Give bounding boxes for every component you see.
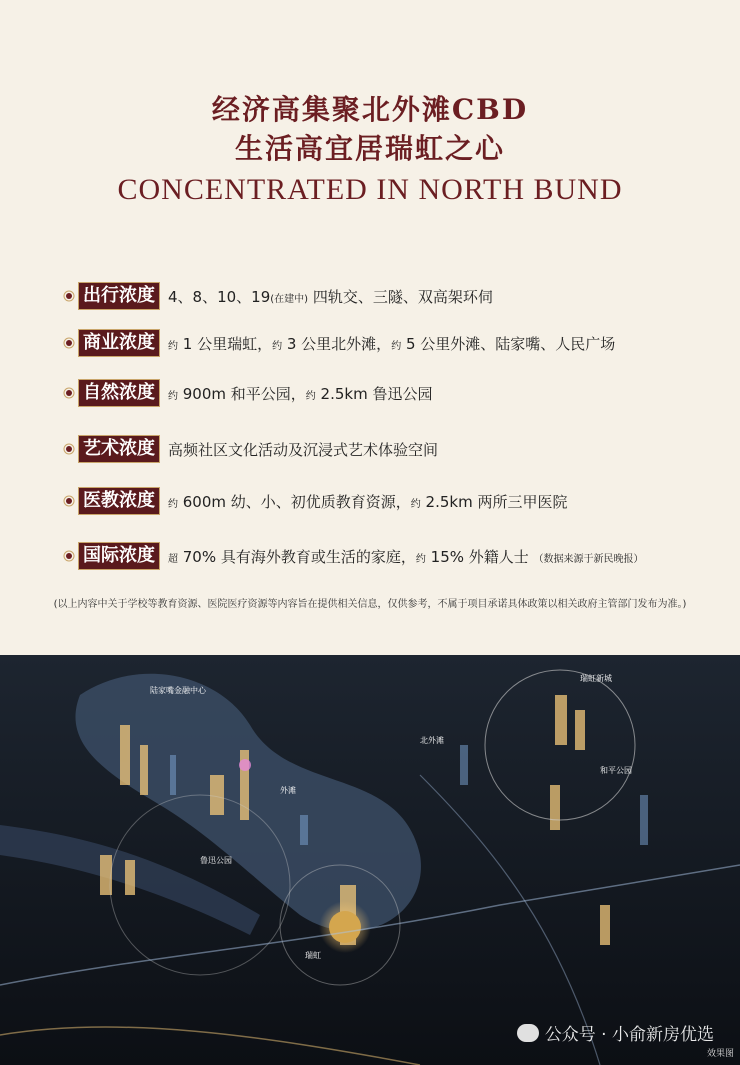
feature-text bbox=[168, 546, 644, 567]
feature-text-part: 约 bbox=[168, 498, 178, 510]
feature-text-part: 约 bbox=[415, 553, 426, 565]
feature-text-part: 约 bbox=[410, 498, 421, 510]
feature-row bbox=[66, 283, 493, 309]
feature-tag: 艺术浓度 bbox=[78, 435, 160, 463]
map-label-north-bund: 北外滩 bbox=[420, 736, 444, 745]
feature-text-part: 600m 幼、小、初优质教育资源， bbox=[178, 492, 411, 511]
city-night-illustration bbox=[0, 655, 740, 1065]
bullet-icon bbox=[66, 553, 72, 559]
feature-text-part: 2.5km 鲁迅公园 bbox=[315, 384, 433, 403]
feature-text-part: 70% 具有海外教育或生活的家庭， bbox=[178, 547, 416, 566]
feature-tag: 出行浓度 bbox=[78, 282, 160, 310]
wechat-icon bbox=[517, 1024, 539, 1042]
bullet-icon bbox=[66, 498, 72, 504]
map-label-luxun-park: 鲁迅公园 bbox=[200, 856, 232, 865]
feature-text-part: 900m 和平公园， bbox=[178, 384, 306, 403]
feature-text-part: 四轨交、三隧、双高架环伺 bbox=[308, 287, 493, 306]
effect-image-label: 效果图 bbox=[706, 1049, 734, 1059]
feature-text-part: 15% 外籍人士 bbox=[425, 547, 534, 566]
feature-row bbox=[66, 488, 567, 514]
title-chinese-2: 生活高宜居瑞虹之心 bbox=[234, 132, 505, 165]
bullet-icon bbox=[66, 446, 72, 452]
bullet-icon bbox=[66, 390, 72, 396]
feature-text bbox=[168, 333, 615, 354]
feature-text-part: 约 bbox=[391, 340, 402, 352]
watermark: 公众号 · 小俞新房优选 bbox=[517, 1020, 714, 1045]
aerial-night-map bbox=[0, 655, 740, 1065]
map-label-ruihong-new-city: 瑞虹新城 bbox=[580, 674, 612, 683]
map-label-waitan: 外滩 bbox=[280, 786, 296, 795]
feature-text-part: 约 bbox=[168, 340, 178, 352]
feature-text-part: 5 公里外滩、陆家嘴、人民广场 bbox=[401, 334, 616, 353]
feature-row bbox=[66, 380, 432, 406]
feature-row bbox=[66, 436, 438, 462]
feature-text-part: 约 bbox=[272, 340, 283, 352]
disclaimer-note: (以上内容中关于学校等教育资源、医院医疗资源等内容旨在提供相关信息，仅供参考，不属于项目承诺具体政策以相关政府主管部门发布为准。) bbox=[53, 599, 687, 610]
feature-text-part: 高频社区文化活动及沉浸式艺术体验空间 bbox=[168, 440, 439, 459]
feature-text-part: （数据来源于新民晚报） bbox=[533, 553, 644, 565]
map-label-heping-park: 和平公园 bbox=[600, 766, 632, 775]
feature-row bbox=[66, 330, 615, 356]
map-label-ruihong: 瑞虹 bbox=[305, 951, 321, 960]
feature-text-part: 约 bbox=[305, 390, 316, 402]
feature-tag: 医教浓度 bbox=[78, 487, 160, 515]
feature-text-part: (在建中) bbox=[270, 293, 309, 305]
feature-text bbox=[168, 286, 493, 307]
feature-tag: 商业浓度 bbox=[78, 329, 160, 357]
feature-text-part: 4、8、10、19 bbox=[168, 287, 271, 306]
map-label-lujiazui: 陆家嘴金融中心 bbox=[150, 686, 206, 695]
feature-text-part: 3 公里北外滩， bbox=[282, 334, 392, 353]
feature-row bbox=[66, 543, 644, 569]
feature-text bbox=[168, 383, 432, 404]
feature-tag: 自然浓度 bbox=[78, 379, 160, 407]
title-chinese-1: 经济高集聚北外滩CBD bbox=[211, 93, 529, 126]
feature-text bbox=[168, 439, 438, 460]
feature-tag: 国际浓度 bbox=[78, 542, 160, 570]
feature-text bbox=[168, 491, 567, 512]
feature-text-part: 2.5km 两所三甲医院 bbox=[420, 492, 568, 511]
feature-text-part: 约 bbox=[168, 390, 178, 402]
feature-text-part: 超 bbox=[168, 553, 178, 565]
title-english: CONCENTRATED IN NORTH BUND bbox=[117, 173, 623, 206]
bullet-icon bbox=[66, 340, 72, 346]
feature-text-part: 1 公里瑞虹， bbox=[178, 334, 273, 353]
bullet-icon bbox=[66, 293, 72, 299]
